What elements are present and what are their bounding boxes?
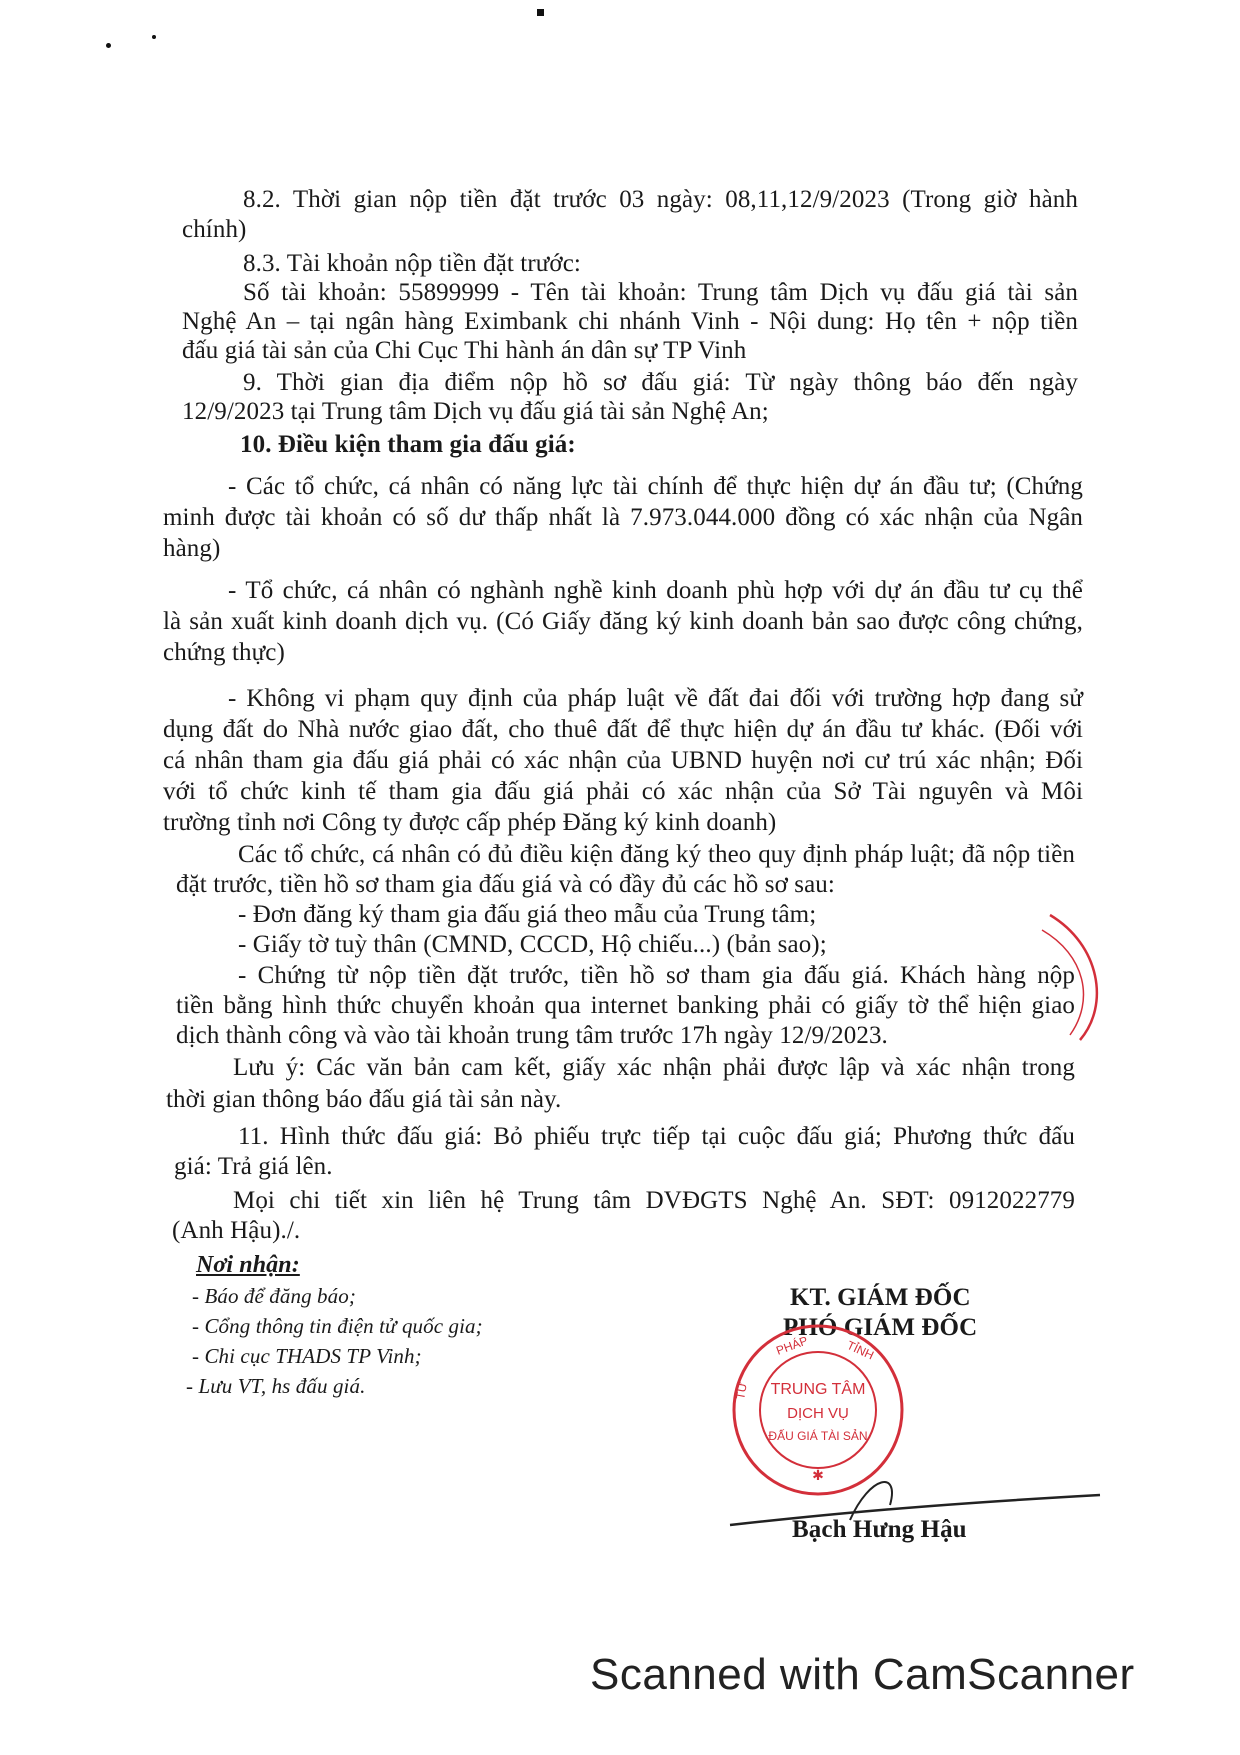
text-line: Nghệ An – tại ngân hàng Eximbank chi nhánh Vinh - Nội dung: Họ tên + nộp tiền <box>182 308 1078 335</box>
text-line: đặt trước, tiền hồ sơ tham gia đấu giá và có đầy đủ các hồ sơ sau: <box>176 871 835 898</box>
seal-text-right: TỈNH <box>844 1338 877 1363</box>
text-line: 8.3. Tài khoản nộp tiền đặt trước: <box>243 250 581 277</box>
text-line: Lưu ý: Các văn bản cam kết, giấy xác nhận phải được lập và xác nhận trong <box>233 1054 1075 1081</box>
text-line: Các tổ chức, cá nhân có đủ điều kiện đăng ký theo quy định pháp luật; đã nộp tiền <box>238 841 1075 868</box>
text-line: - Các tổ chức, cá nhân có năng lực tài chính để thực hiện dự án đầu tư; (Chứng <box>228 473 1083 500</box>
margin-stamp <box>1040 905 1120 1045</box>
section-9: 9. Thời gian địa điểm nộp hồ sơ đấu giá: Từ ngày thông báo đến ngày <box>243 369 1078 396</box>
text-line: (Anh Hậu)./. <box>172 1217 301 1244</box>
text-line: đấu giá tài sản của Chi Cục Thi hành án dân sự TP Vinh <box>182 337 747 364</box>
recipient-item: - Chi cục THADS TP Vinh; <box>192 1344 422 1368</box>
text-line: 8.2. Thời gian nộp tiền đặt trước 03 ngày: 08,11,12/9/2023 (Trong giờ hành <box>243 186 1078 213</box>
text-line: - Tổ chức, cá nhân có nghành nghề kinh doanh phù hợp với dự án đầu tư cụ thể <box>228 577 1083 604</box>
text-line: Số tài khoản: 55899999 - Tên tài khoản: Trung tâm Dịch vụ đấu giá tài sản <box>243 279 1078 306</box>
signature-title-1: KT. GIÁM ĐỐC <box>790 1284 971 1311</box>
seal-text-left: TƯ <box>733 1380 751 1401</box>
text-line: dịch thành công và vào tài khoản trung tâm trước 17h ngày 12/9/2023. <box>176 1022 888 1049</box>
scan-speck <box>537 9 544 16</box>
text-line: Mọi chi tiết xin liên hệ Trung tâm DVĐGTS Nghệ An. SĐT: 0912022779 <box>233 1187 1075 1214</box>
text-line: hàng) <box>163 535 221 562</box>
text-line: tiền bằng hình thức chuyển khoản qua internet banking phải có giấy tờ thể hiện giao <box>176 992 1075 1019</box>
text-line: trường tỉnh nơi Công ty được cấp phép Đăng ký kinh doanh) <box>163 809 777 836</box>
seal-star-icon: ✱ <box>812 1469 824 1484</box>
list-item: - Đơn đăng ký tham gia đấu giá theo mẫu của Trung tâm; <box>238 901 817 928</box>
seal-line-1: TRUNG TÂM <box>770 1381 866 1398</box>
text-line: chứng thực) <box>163 639 285 666</box>
list-item: - Chứng từ nộp tiền đặt trước, tiền hồ sơ tham gia đấu giá. Khách hàng nộp <box>238 962 1075 989</box>
scanner-watermark: Scanned with CamScanner <box>590 1650 1135 1699</box>
section-11: 11. Hình thức đấu giá: Bỏ phiếu trực tiếp tại cuộc đấu giá; Phương thức đấu <box>238 1123 1075 1150</box>
text-line: - Không vi phạm quy định của pháp luật về đất đai đối với trường hợp đang sử <box>228 685 1083 712</box>
text-line: thời gian thông báo đấu giá tài sản này. <box>166 1086 562 1113</box>
text-line: giá: Trả giá lên. <box>174 1153 333 1180</box>
scan-speck <box>152 35 156 39</box>
seal-text-top: PHÁP <box>774 1333 810 1358</box>
text-line: với tổ chức kinh tế tham gia đấu giá phải có xác nhận của Sở Tài nguyên và Môi <box>163 778 1083 805</box>
text-line: dụng đất do Nhà nước giao đất, cho thuê đất để thực hiện dự án đầu tư khác. (Đối với <box>163 716 1083 743</box>
text-line: là sản xuất kinh doanh dịch vụ. (Có Giấy đăng ký kinh doanh bản sao được công chứng, <box>163 608 1083 635</box>
text-line: minh được tài khoản có số dư thấp nhất là 7.973.044.000 đồng có xác nhận của Ngân <box>163 504 1083 531</box>
list-item: - Giấy tờ tuỳ thân (CMND, CCCD, Hộ chiếu...) (bản sao); <box>238 931 827 958</box>
section-10-heading: 10. Điều kiện tham gia đấu giá: <box>240 431 576 458</box>
recipient-item: - Lưu VT, hs đấu giá. <box>186 1374 366 1398</box>
text-line: chính) <box>182 216 247 243</box>
scan-speck <box>106 43 111 48</box>
recipient-item: - Báo để đăng báo; <box>192 1284 356 1308</box>
recipients-title: Nơi nhận: <box>196 1252 300 1278</box>
signature-title-2: PHÓ GIÁM ĐỐC <box>783 1314 978 1341</box>
seal-line-3: ĐẤU GIÁ TÀI SẢN <box>768 1429 868 1443</box>
signer-name: Bạch Hưng Hậu <box>792 1516 967 1543</box>
recipient-item: - Cổng thông tin điện tử quốc gia; <box>192 1314 483 1338</box>
seal-line-2: DỊCH VỤ <box>787 1405 849 1422</box>
text-line: 12/9/2023 tại Trung tâm Dịch vụ đấu giá tài sản Nghệ An; <box>182 398 769 425</box>
text-line: cá nhân tham gia đấu giá phải có xác nhận của UBND huyện nơi cư trú xác nhận; Đối <box>163 747 1083 774</box>
